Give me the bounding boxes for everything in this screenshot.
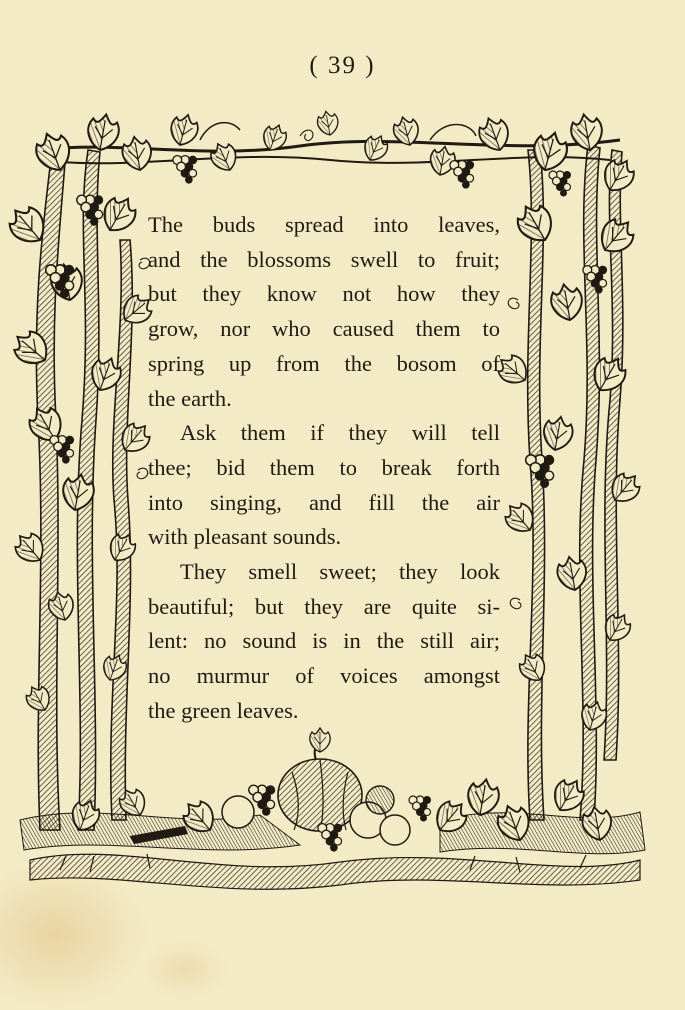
text-line: The buds spread into leaves, xyxy=(148,212,500,237)
text-line: beautiful; but they are quite si- xyxy=(148,593,500,619)
top-leaves xyxy=(32,110,640,198)
page-text xyxy=(148,208,500,729)
page-number: ( 39 ) xyxy=(309,52,376,79)
text-line: the green leaves. xyxy=(148,697,299,723)
text-line: spring up from the bosom of xyxy=(148,350,500,376)
text-line: the earth. xyxy=(148,385,232,411)
text-line: They smell sweet; they look xyxy=(180,559,500,585)
text-line: but they know not how they xyxy=(148,281,500,307)
text-line: lent: no sound is in the still air; xyxy=(148,628,500,654)
paragraph-2 xyxy=(148,416,500,555)
text-line: Ask them if they will tell xyxy=(180,420,500,446)
text-line: with pleasant sounds. xyxy=(148,524,342,550)
text-line: and the blossoms swell to fruit; xyxy=(148,246,500,272)
text-line: no murmur of voices amongst xyxy=(148,663,500,689)
text-line: thee; bid them to break forth xyxy=(148,454,500,480)
paragraph-3 xyxy=(148,555,500,729)
text-line: grow, nor who caused them to xyxy=(148,316,500,342)
paragraph-1 xyxy=(148,208,500,416)
text-line: into singing, and fill the air xyxy=(148,489,500,515)
